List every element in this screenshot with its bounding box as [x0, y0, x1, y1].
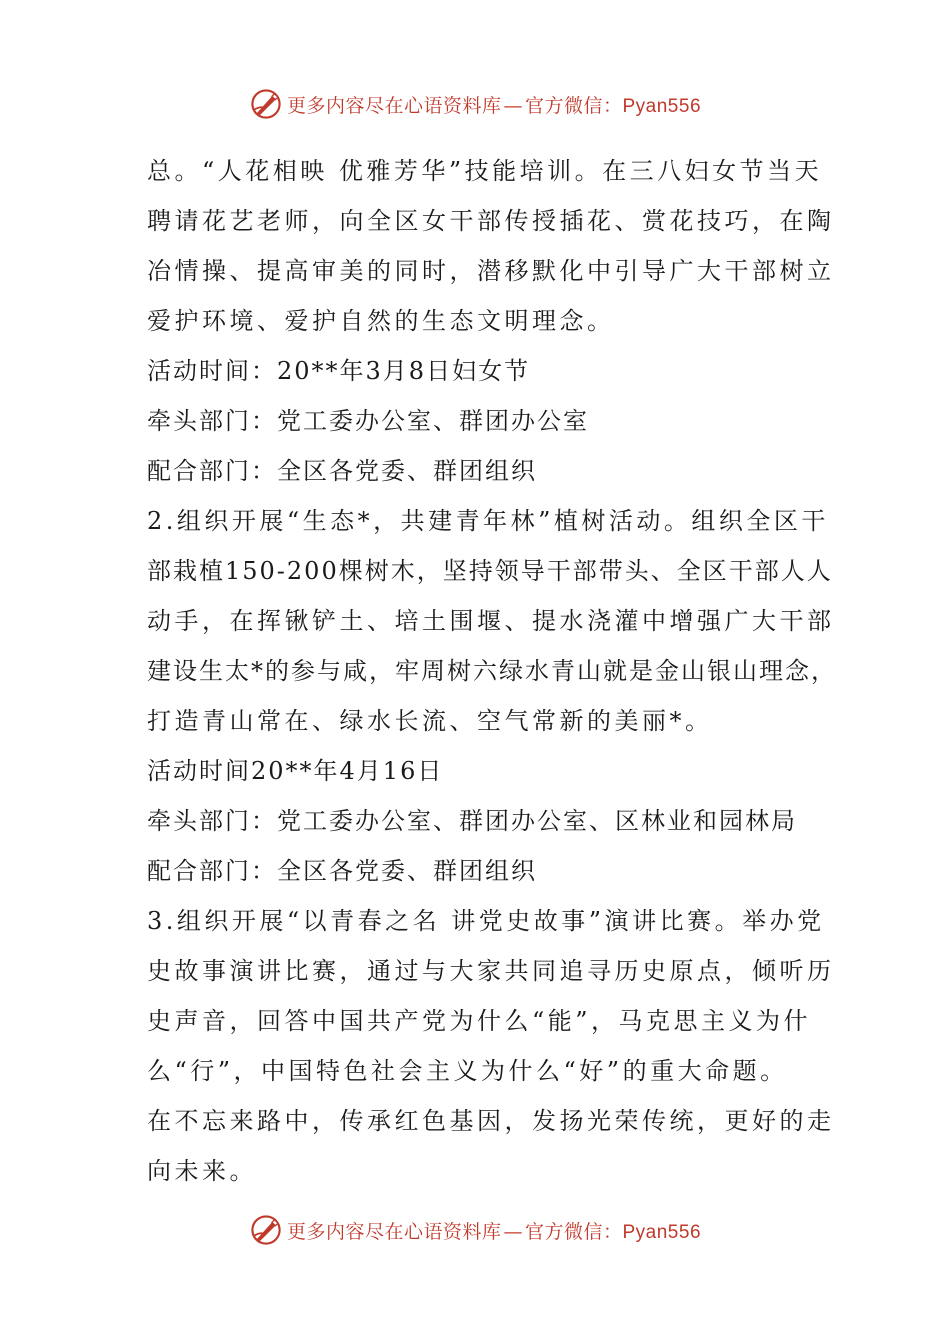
lead-department: 牵头部门：党工委办公室、群团办公室: [147, 407, 589, 435]
body-line: 部栽植150-200棵树木，坚持领导干部带头、全区干部人人: [147, 557, 833, 585]
watermark-text: [287, 1217, 701, 1244]
pen-logo-icon: [249, 1213, 283, 1247]
body-line: 打造青山常在、绿水长流、空气常新的美丽*。: [147, 707, 713, 735]
body-line: 史故事演讲比赛，通过与大家共同追寻历史原点，倾听历: [147, 957, 835, 985]
section-heading: 2.组织开展“生态*，共建青年林”植树活动。组织全区干: [147, 507, 829, 535]
body-line: 史声音，回答中国共产党为什么“能”，马克思主义为什: [147, 1007, 812, 1035]
body-line: 动手，在挥锹铲土、培土围堰、提水浇灌中增强广大干部: [147, 607, 835, 635]
watermark-wechat-id: Pyan556: [622, 95, 702, 117]
watermark-label: 官方微信：: [524, 94, 623, 117]
watermark-text: [287, 91, 701, 118]
watermark-separator: —: [503, 94, 523, 117]
watermark-slogan: 更多内容尽在心语资料库: [286, 94, 502, 117]
footer-watermark: [0, 1208, 950, 1252]
body-line: 冶情操、提高审美的同时，潜移默化中引导广大干部树立: [147, 257, 835, 285]
watermark-wechat-id: Pyan556: [622, 1221, 702, 1243]
body-line: 总。“人花相映 优雅芳华”技能培训。在三八妇女节当天: [147, 157, 823, 185]
activity-time: 活动时间20**年4月16日: [147, 757, 444, 785]
body-line: 建设生太*的参与咸，牢周树六绿水青山就是金山银山理念，: [147, 657, 837, 685]
section-heading: 3.组织开展“以青春之名 讲党史故事”演讲比赛。举办党: [147, 907, 825, 935]
lead-department: 牵头部门：党工委办公室、群团办公室、区林业和园林局: [147, 807, 797, 835]
document-body: [147, 146, 837, 1196]
body-line: 在不忘来路中，传承红色基因，发扬光荣传统，更好的走: [147, 1107, 835, 1135]
cooperating-department: 配合部门：全区各党委、群团组织: [147, 457, 537, 485]
activity-time: 活动时间：20**年3月8日妇女节: [147, 357, 531, 385]
body-line: 么“行”，中国特色社会主义为什么“好”的重大命题。: [147, 1057, 788, 1085]
watermark-separator: —: [503, 1220, 523, 1243]
header-watermark: [0, 82, 950, 126]
watermark-slogan: 更多内容尽在心语资料库: [286, 1220, 502, 1243]
body-line: 向未来。: [147, 1157, 257, 1185]
body-line: 爱护环境、爱护自然的生态文明理念。: [147, 307, 615, 335]
body-line: 聘请花艺老师，向全区女干部传授插花、赏花技巧，在陶: [147, 207, 835, 235]
pen-logo-icon: [249, 87, 283, 121]
watermark-label: 官方微信：: [524, 1220, 623, 1243]
cooperating-department: 配合部门：全区各党委、群团组织: [147, 857, 537, 885]
